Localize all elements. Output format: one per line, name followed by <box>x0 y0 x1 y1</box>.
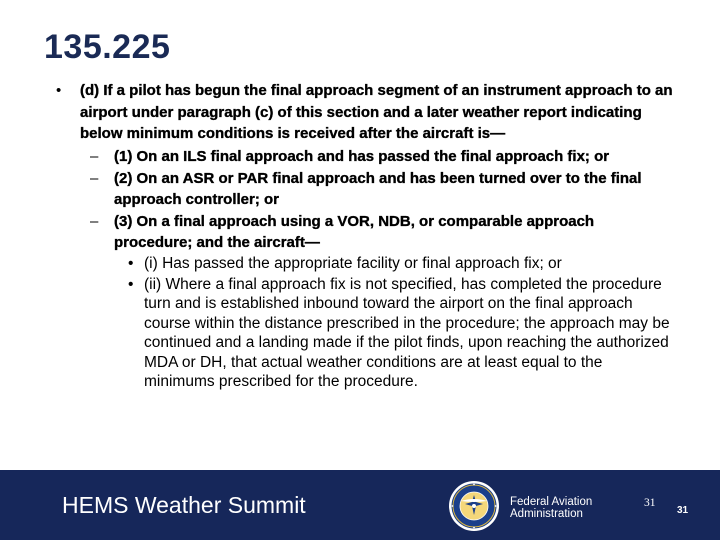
sub-item-text: (3) On a final approach using a VOR, NDB, or comparable approach procedure; and the aircraft— <box>114 213 595 251</box>
footer-title: HEMS Weather Summit <box>62 492 306 518</box>
sub-item-text: (2) On an ASR or PAR final approach and has been turned over to the final approach controller; or <box>114 170 642 208</box>
agency-name-line1: Federal Aviation <box>510 496 593 508</box>
dash-marker: – <box>90 213 99 230</box>
sub-item <box>56 212 676 253</box>
slide-content <box>56 80 676 392</box>
main-bullet-text: (d) If a pilot has begun the final approach segment of an instrument approach to an airport under paragraph (c) of this section and a later weather report indicating below minimum conditions is received after the aircraft is— <box>80 82 673 142</box>
dash-marker: – <box>90 147 99 165</box>
faa-seal-icon <box>448 480 500 532</box>
sub-item <box>56 147 676 168</box>
sub-item <box>56 169 676 210</box>
bullet-marker: • <box>56 82 62 99</box>
slide-number: 31 <box>677 505 689 516</box>
main-bullet <box>56 80 676 145</box>
dash-marker: – <box>90 170 99 187</box>
agency-name-line2: Administration <box>510 508 583 520</box>
dot-marker: • <box>128 255 134 272</box>
sub-sub-item <box>56 275 676 392</box>
sub-item-text: (1) On an ILS final approach and has passed the final approach fix; or <box>114 147 610 165</box>
sub-sub-item-text: (i) Has passed the appropriate facility or final approach fix; or <box>144 255 562 272</box>
page-number: 31 <box>644 497 656 509</box>
footer-bar <box>0 470 720 540</box>
slide-title: 135.225 <box>44 28 171 66</box>
agency-name <box>510 496 592 520</box>
dot-marker: • <box>128 275 134 293</box>
sub-sub-item <box>56 254 676 274</box>
sub-sub-item-text: (ii) Where a final approach fix is not specified, has completed the procedure turn and is established inbound toward the airport on the final approach course within the distance prescribed in the procedure; the approach may be continued and a landing made if the pilot finds, upon reaching the authorized MDA or DH, that actual weather conditions are at least equal to the minimums prescribed for the procedure. <box>144 275 670 390</box>
